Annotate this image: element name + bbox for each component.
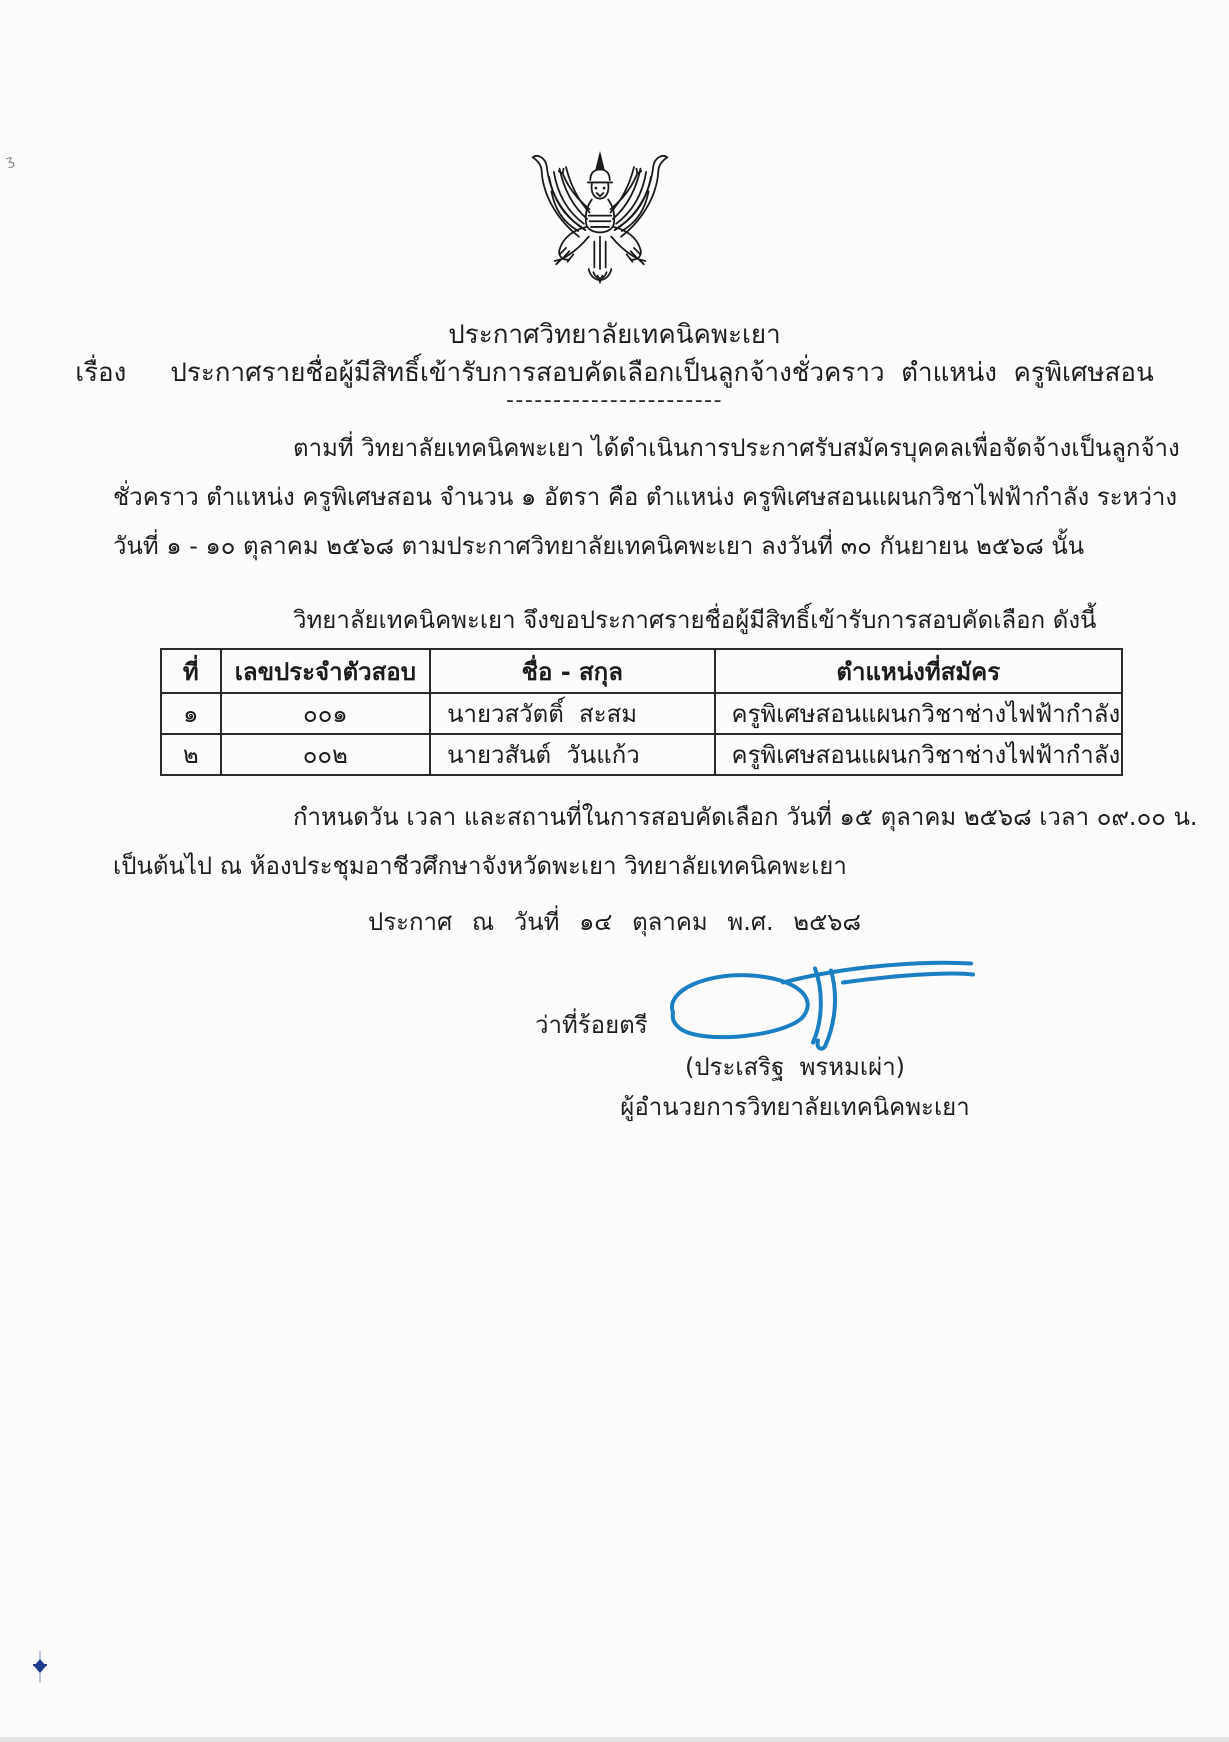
cell-no: ๒ [161,734,221,775]
paragraph-background [113,424,1180,571]
dashed-divider: ----------------------- [505,388,724,413]
garuda-emblem-icon [510,146,690,316]
scanner-edge-shadow [0,1737,1229,1742]
paragraph-schedule [113,793,1198,891]
paragraph-intro-list [113,596,1128,645]
signer-rank: ว่าที่ร้อยตรี [535,1011,648,1039]
candidates-table [160,648,1123,776]
signer-name: (ประเสริฐ พรหมเผ่า) [684,1053,906,1081]
paragraph-line: ตามที่ วิทยาลัยเทคนิคพะเยา ได้ดำเนินการประกาศรับสมัครบุคคลเพื่อจัดจ้างเป็นลูกจ้าง [293,434,1180,462]
paragraph-line: วิทยาลัยเทคนิคพะเยา จึงขอประกาศรายชื่อผู้มีสิทธิ์เข้ารับการสอบคัดเลือก ดังนี้ [293,606,1097,634]
cell-position: ครูพิเศษสอนแผนกวิชาช่างไฟฟ้ากำลัง [715,693,1122,734]
table-header-row [161,649,1122,693]
table-row [161,734,1122,775]
signature-ink-icon [645,950,975,1055]
signer-title: ผู้อำนวยการวิทยาลัยเทคนิคพะเยา [620,1093,970,1121]
ink-blot-mark [30,1650,50,1688]
col-header-no: ที่ [161,649,221,693]
paragraph-line: กำหนดวัน เวลา และสถานที่ในการสอบคัดเลือก วันที่ ๑๕ ตุลาคม ๒๕๖๘ เวลา ๐๙.๐๐ น. [293,803,1198,831]
cell-position: ครูพิเศษสอนแผนกวิชาช่างไฟฟ้ากำลัง [715,734,1122,775]
cell-name: นายวสันต์ วันแก้ว [430,734,714,775]
announcement-date-line: ประกาศ ณ วันที่ ๑๔ ตุลาคม พ.ศ. ๒๕๖๘ [367,908,862,936]
scan-smudge-mark: ʒ [3,152,17,170]
paragraph-line: เป็นต้นไป ณ ห้องประชุมอาชีวศึกษาจังหวัดพะเยา วิทยาลัยเทคนิคพะเยา [113,852,847,880]
announcement-title: ประกาศวิทยาลัยเทคนิคพะเยา [448,320,781,350]
subject-label: เรื่อง [75,358,127,388]
cell-name: นายวสวัตติ์ สะสม [430,693,714,734]
col-header-name: ชื่อ - สกุล [430,649,714,693]
cell-no: ๑ [161,693,221,734]
subject-text: ประกาศรายชื่อผู้มีสิทธิ์เข้ารับการสอบคัดเลือกเป็นลูกจ้างชั่วคราว ตำแหน่ง ครูพิเศษสอน [170,358,1154,388]
table-row [161,693,1122,734]
cell-exam-id: ๐๐๑ [221,693,430,734]
paragraph-line: ชั่วคราว ตำแหน่ง ครูพิเศษสอน จำนวน ๑ อัตรา คือ ตำแหน่ง ครูพิเศษสอนแผนกวิชาไฟฟ้ากำลัง ระหว่าง [113,483,1178,511]
subject-line [0,352,1229,393]
col-header-exam-id: เลขประจำตัวสอบ [221,649,430,693]
col-header-position: ตำแหน่งที่สมัคร [715,649,1122,693]
paragraph-line: วันที่ ๑ - ๑๐ ตุลาคม ๒๕๖๘ ตามประกาศวิทยาลัยเทคนิคพะเยา ลงวันที่ ๓๐ กันยายน ๒๕๖๘ นั้น [113,532,1085,560]
cell-exam-id: ๐๐๒ [221,734,430,775]
